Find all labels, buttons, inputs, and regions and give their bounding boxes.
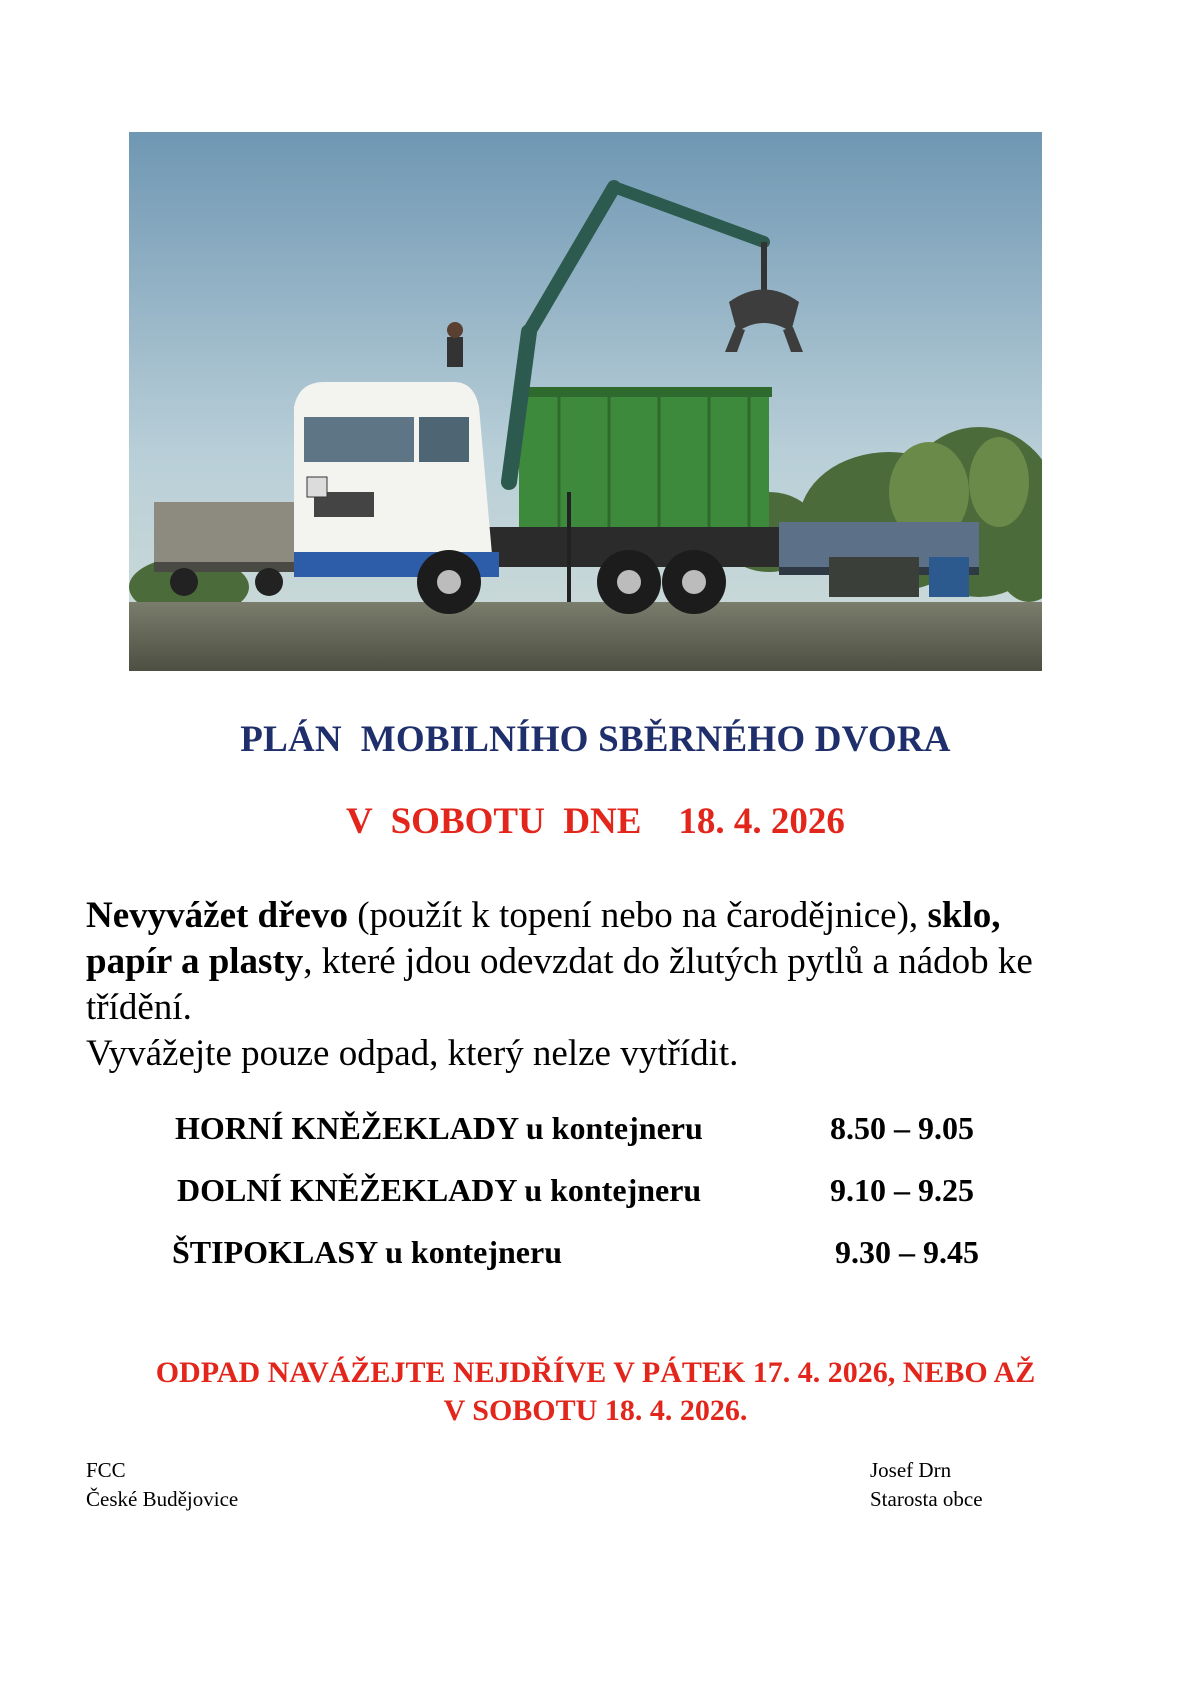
instruction-text-a: (použít k topení nebo na čarodějnice), bbox=[347, 895, 928, 936]
schedule-place: ŠTIPOKLASY u kontejneru bbox=[172, 1234, 562, 1270]
schedule-time: 9.10 – 9.25 bbox=[830, 1172, 974, 1208]
warning-notice bbox=[0, 1354, 1191, 1430]
instruction-bold-wood: Nevyvážet dřevo bbox=[86, 895, 348, 936]
warning-line-1: ODPAD NAVÁŽEJTE NEJDŘÍVE V PÁTEK 17. 4. 2026, NEBO AŽ bbox=[155, 1356, 1036, 1389]
signature-right bbox=[870, 1456, 983, 1514]
signature-left bbox=[86, 1456, 238, 1514]
warning-line-2: V SOBOTU 18. 4. 2026. bbox=[443, 1394, 748, 1427]
instruction-bold-paper: papír a plasty bbox=[86, 941, 304, 982]
signature-left-line2: České Budějovice bbox=[86, 1487, 239, 1511]
instruction-bold-glass: sklo, bbox=[927, 895, 1001, 936]
event-date: V SOBOTU DNE 18. 4. 2026 bbox=[346, 801, 845, 842]
schedule-place: DOLNÍ KNĚŽEKLADY u kontejneru bbox=[177, 1172, 702, 1208]
instructions-paragraph bbox=[86, 893, 1086, 1077]
signature-right-line2: Starosta obce bbox=[870, 1487, 983, 1511]
schedule-time: 8.50 – 9.05 bbox=[830, 1110, 974, 1146]
page-title: PLÁN MOBILNÍHO SBĚRNÉHO DVORA bbox=[240, 719, 951, 760]
schedule-time: 9.30 – 9.45 bbox=[835, 1234, 979, 1270]
schedule-place: HORNÍ KNĚŽEKLADY u kontejneru bbox=[175, 1110, 703, 1146]
signature-right-line1: Josef Drn bbox=[870, 1458, 952, 1482]
instruction-note: Vyvážejte pouze odpad, který nelze vytřídit. bbox=[86, 1033, 739, 1074]
truck-photo bbox=[129, 132, 1042, 671]
instruction-text-b: , které jdou odevzdat do žlutých pytlů a nádob ke třídění. bbox=[86, 941, 1033, 1028]
signature-left-line1: FCC bbox=[86, 1458, 126, 1482]
